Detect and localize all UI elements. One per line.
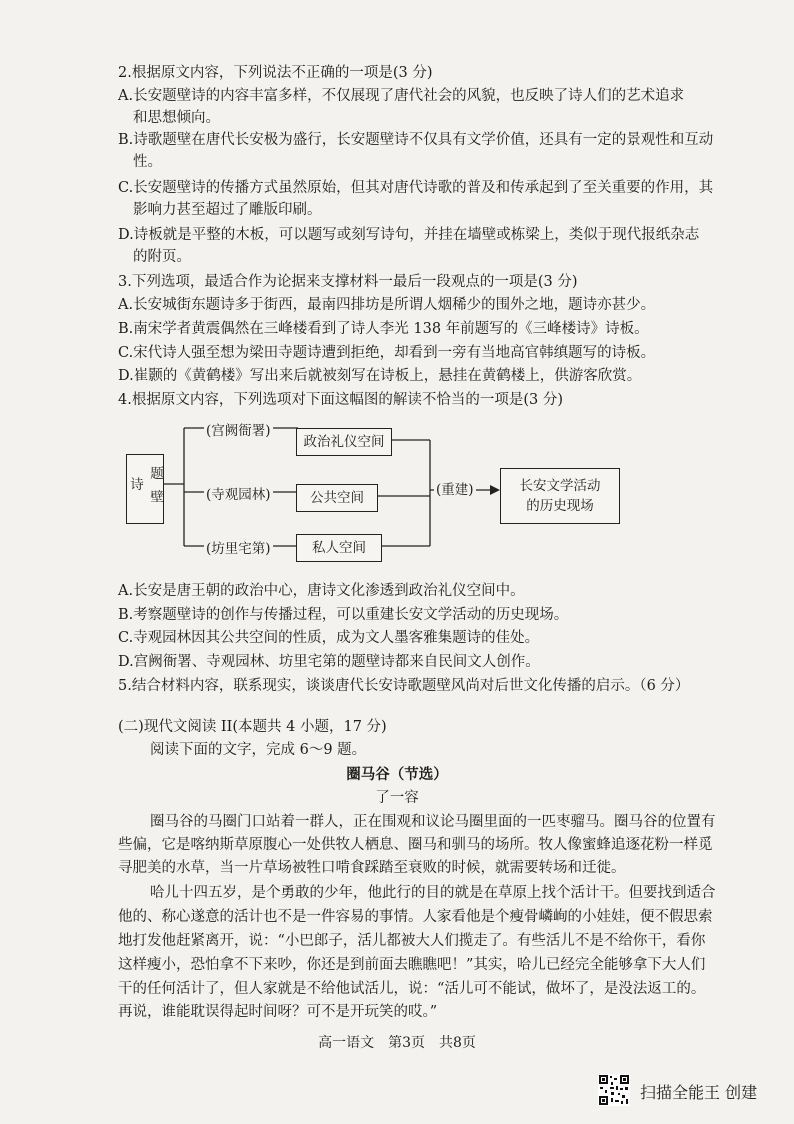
passage-p2-line2: 他的、称心遂意的活计也不是一件容易的事情。人家看他是个瘦骨嶙峋的小娃娃，便不假思索 [118,909,713,925]
passage-p2-line4: 这样瘦小，恐怕拿不下来吵，你还是到前面去瞧瞧吧！”其实，哈儿已经完全能够拿下大人们 [118,957,706,973]
flow-diagram [118,416,658,566]
q2-option-d-cont: 的附页。 [133,249,191,265]
branch-label-palace: (宫阙衙署) [204,419,273,439]
branch-label-residence: (坊里宅第) [204,537,273,557]
passage-p2-line5: 干的任何活计了，但人家就是不给他试活儿，说：“活儿可不能试，做坏了，是没法返工的。 [118,981,706,997]
section-instruction: 阅读下面的文字，完成 6～9 题。 [150,742,367,758]
q2-option-a: A.长安题壁诗的内容丰富多样，不仅展现了唐代社会的风貌，也反映了诗人们的艺术追求 [118,88,685,104]
box-public-space: 公共空间 [296,484,378,512]
result-line-1: 长安文学活动 [519,478,601,494]
passage-author: 了一容 [375,790,419,806]
q4-option-c: C.寺观园林因其公共空间的性质，成为文人墨客雅集题诗的佳处。 [118,630,540,646]
passage-p1-line3: 寻肥美的水草，当一片草场被牲口啃食踩踏至衰败的时候，就需要转场和迁徙。 [118,860,626,876]
arrow-label-rebuild: (重建) [434,478,476,498]
qr-code-icon [598,1074,630,1106]
page-footer: 高一语文 第3页 共8页 [318,1035,476,1051]
box-private-space: 私人空间 [296,534,382,562]
q2-option-d: D.诗板就是平整的木板，可以题写或刻写诗句，并挂在墙壁或栋梁上，类似于现代报纸杂志 [118,227,700,243]
q2-option-b-cont: 性。 [133,154,162,170]
section-heading: (二)现代文阅读 II(本题共 4 小题，17 分) [118,719,387,735]
q4-stem: 4.根据原文内容，下列选项对下面这幅图的解读不恰当的一项是(3 分) [118,392,563,408]
q3-option-d: D.崔颢的《黄鹤楼》写出来后就被刻写在诗板上，悬挂在黄鹤楼上，供游客欣赏。 [118,368,642,384]
result-box [500,468,620,524]
passage-p1-line2: 些偏，它是喀纳斯草原腹心一处供牧人栖息、圈马和驯马的场所。牧人像蜜蜂追逐花粉一样觅 [118,837,713,853]
result-line-2: 的历史现场 [526,498,594,514]
passage-p2-line3: 地打发他赶紧离开，说：“小巴郎子，活儿都被大人们揽走了。有些活儿不是不给你干，看你 [118,933,706,949]
q3-option-a: A.长安城街东题诗多于街西，最南四排坊是所谓人烟稀少的围外之地，题诗亦甚少。 [118,297,656,313]
q3-option-c: C.宋代诗人强至想为梁田寺题诗遭到拒绝，却看到一旁有当地高官韩缜题写的诗板。 [118,345,656,361]
source-label: 题壁诗 [127,465,163,513]
q2-option-b: B.诗歌题壁在唐代长安极为盛行，长安题壁诗不仅具有文学价值，还具有一定的景观性和互动 [118,132,714,148]
branch-label-temple: (寺观园林) [204,483,273,503]
q3-stem: 3.下列选项，最适合作为论据来支撑材料一最后一段观点的一项是(3 分) [118,274,578,290]
q2-stem: 2.根据原文内容，下列说法不正确的一项是(3 分) [118,65,433,81]
passage-p1-line1: 圈马谷的马圈门口站着一群人，正在围观和议论马圈里面的一匹枣骝马。圈马谷的位置有 [150,814,716,830]
q2-option-c: C.长安题壁诗的传播方式虽然原始，但其对唐代诗歌的普及和传承起到了至关重要的作用，其 [118,180,714,196]
q5-stem: 5.结合材料内容，联系现实，谈谈唐代长安诗歌题壁风尚对后世文化传播的启示。（6 分） [118,678,690,694]
source-box [126,454,164,524]
passage-p2-line6: 再说，谁能耽误得起时间呀？可不是开玩笑的哎。” [118,1004,438,1020]
box-political-space: 政治礼仪空间 [296,428,392,456]
scanner-watermark: 扫描全能王 创建 [640,1083,758,1102]
q4-option-b: B.考察题壁诗的创作与传播过程，可以重建长安文学活动的历史现场。 [118,607,569,623]
q2-option-c-cont: 影响力甚至超过了雕版印刷。 [133,202,322,218]
q4-option-d: D.宫阙衙署、寺观园林、坊里宅第的题壁诗都来自民间文人创作。 [118,654,540,670]
q2-option-a-cont: 和思想倾向。 [133,110,220,126]
passage-p2-line1: 哈儿十四五岁，是个勇敢的少年，他此行的目的就是在草原上找个活计干。但要找到适合 [150,885,716,901]
q3-option-b: B.南宋学者黄震偶然在三峰楼看到了诗人李光 138 年前题写的《三峰楼诗》诗板。 [118,321,649,337]
q4-option-a: A.长安是唐王朝的政治中心，唐诗文化渗透到政治礼仪空间中。 [118,583,525,599]
passage-title: 圈马谷（节选） [346,766,448,783]
